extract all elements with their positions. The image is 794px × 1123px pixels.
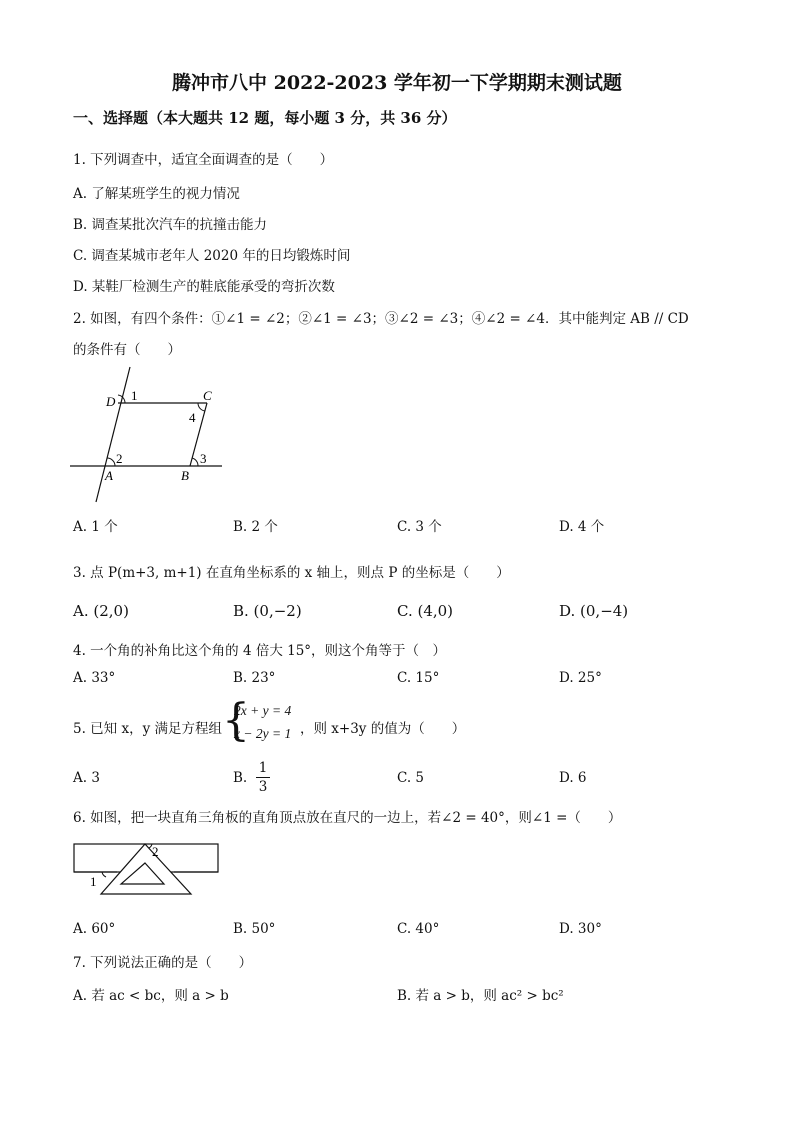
equation-2: x − 2y = 1: [234, 726, 292, 741]
question-2-stem-line-2: 的条件有（ ）: [73, 342, 181, 358]
question-4-option-b: B. 23°: [233, 670, 276, 686]
question-3-option-a: A. (2,0): [73, 602, 129, 620]
question-4-stem: 4. 一个角的补角比这个角的 4 倍大 15°，则这个角等于（ ）: [73, 643, 447, 659]
section-heading: 一、选择题（本大题共 12 题，每小题 3 分，共 36 分）: [73, 109, 457, 127]
question-6-option-a: A. 60°: [73, 921, 116, 937]
question-5-option-b-fraction: [256, 760, 270, 795]
angle-3-arc: [192, 458, 198, 466]
figure-line-ad-transversal: [96, 367, 130, 502]
page-title: 腾冲市八中 2022-2023 学年初一下学期期末测试题: [172, 72, 622, 94]
angle-2-arc: [107, 458, 115, 466]
question-7-option-a: A. 若 ac < bc，则 a > b: [73, 988, 229, 1004]
equation-1: 2x + y = 4: [234, 703, 292, 718]
question-2-option-c: C. 3 个: [397, 519, 442, 535]
label-angle-1: 1: [90, 874, 97, 889]
question-2-option-a: A. 1 个: [73, 519, 118, 535]
label-angle-4: 4: [189, 410, 196, 425]
question-3-option-d: D. (0,−4): [559, 602, 629, 620]
question-4-option-a: A. 33°: [73, 670, 116, 686]
label-angle-2: 2: [116, 451, 123, 466]
question-1-option-d: D. 某鞋厂检测生产的鞋底能承受的弯折次数: [73, 279, 335, 295]
question-5-option-c: C. 5: [397, 770, 425, 786]
angle-4-arc: [198, 403, 205, 411]
question-2-figure-parallelogram: [70, 362, 230, 507]
label-angle-3: 3: [200, 451, 207, 466]
question-1-option-a: A. 了解某班学生的视力情况: [73, 186, 240, 202]
question-6-option-b: B. 50°: [233, 921, 276, 937]
question-5-option-b-label: B.: [233, 770, 248, 786]
question-6-option-d: D. 30°: [559, 921, 602, 937]
question-3-option-b: B. (0,−2): [233, 602, 302, 620]
question-7-option-b: B. 若 a > b，则 ac² > bc²: [397, 988, 564, 1004]
equation-brace: {: [222, 695, 250, 746]
question-6-stem: 6. 如图，把一块直角三角板的直角顶点放在直尺的一边上，若∠2 = 40°，则∠1 =（ ）: [73, 810, 622, 826]
question-2-option-b: B. 2 个: [233, 519, 278, 535]
fraction-denominator: 3: [258, 779, 268, 795]
question-5-stem-pre: 5. 已知 x，y 满足方程组: [73, 721, 222, 737]
question-6-figure-ruler-triangle: [70, 836, 225, 898]
label-b: B: [181, 468, 189, 483]
label-angle-1: 1: [131, 388, 138, 403]
question-5-equation-system: [222, 695, 302, 747]
question-5-option-d: D. 6: [559, 770, 587, 786]
fraction-numerator: 1: [258, 760, 268, 776]
question-3-option-c: C. (4,0): [397, 602, 454, 620]
question-2-option-d: D. 4 个: [559, 519, 605, 535]
question-7-stem: 7. 下列说法正确的是（ ）: [73, 955, 253, 971]
fraction-bar: [256, 777, 270, 778]
label-d: D: [106, 394, 116, 409]
question-1-option-b: B. 调查某批次汽车的抗撞击能力: [73, 217, 268, 233]
angle-1-arc: [102, 872, 106, 877]
question-2-stem-line-1: 2. 如图，有四个条件：①∠1 = ∠2；②∠1 = ∠3；③∠2 = ∠3；④∠2 = ∠4．其中能判定 AB // CD: [73, 311, 689, 327]
question-4-option-d: D. 25°: [559, 670, 602, 686]
question-4-option-c: C. 15°: [397, 670, 440, 686]
label-c: C: [203, 388, 212, 403]
question-1-option-c: C. 调查某城市老年人 2020 年的日均锻炼时间: [73, 248, 351, 264]
question-6-option-c: C. 40°: [397, 921, 440, 937]
label-a: A: [105, 468, 113, 483]
question-5-stem-post: ，则 x+3y 的值为（ ）: [300, 721, 466, 737]
label-angle-2: 2: [152, 844, 159, 859]
question-5-option-a: A. 3: [73, 770, 100, 786]
question-3-stem: 3. 点 P(m+3, m+1) 在直角坐标系的 x 轴上，则点 P 的坐标是（ ）: [73, 565, 510, 581]
question-1-stem: 1. 下列调查中，适宜全面调查的是（ ）: [73, 152, 334, 168]
